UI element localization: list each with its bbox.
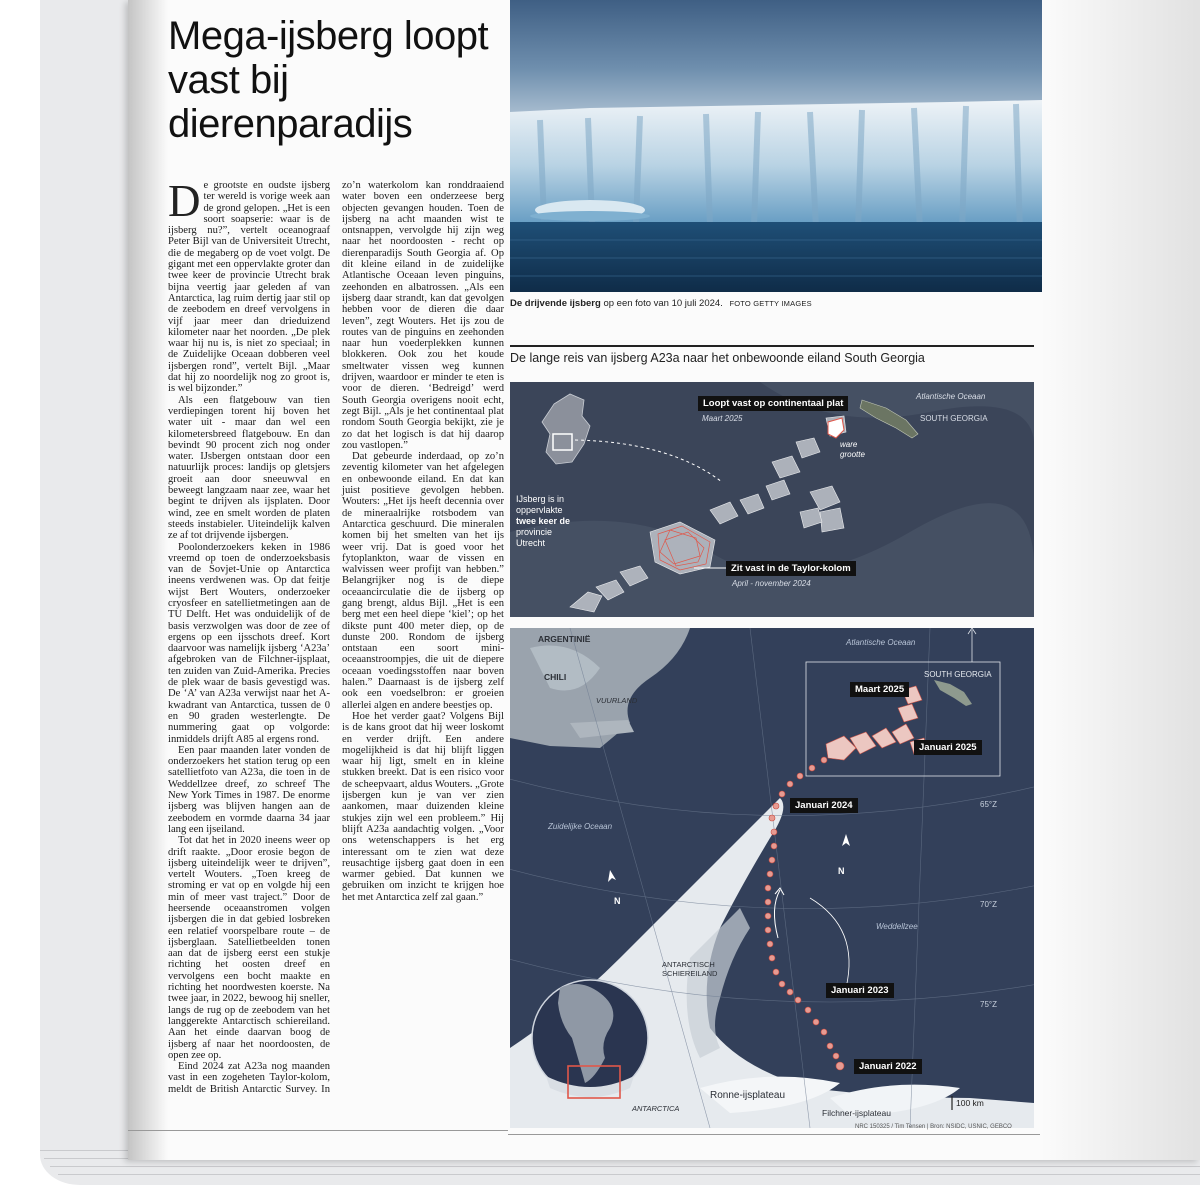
size-note-line-3: twee keer de <box>516 516 571 526</box>
label-atlantic-ocean: Atlantische Oceaan <box>846 638 916 647</box>
article-paragraph: De grootste en oudste ijsberg ter wereld is vorige week aan de grond gelopen. „Het is een soort soapserie: waar is de ijsberg nu?”, vertelt oceanograaf Peter Bijl van de Universiteit Utrecht, die de megaberg op de voet volgt. De gigant met een oppervlakte groter dan twee keer de provincie Utrecht brak bijna veertig jaar geleden af van Antarctica, lag ruim dertig jaar stil op de zeebodem en dreef vervolgens in vijf jaar meer dan drieduizend kilometer naar het noorden. „De plek waar hij nu is, is niet zo speciaal; in de Zuidelijke Oceaan dobberen veel ijsbergen rond”, vertelt Bijl. „Maar dat hij zo noordelijk nog zo groot is, is wel bijzonder.” <box>168 176 330 395</box>
tag-january-2025: Januari 2025 <box>914 740 982 755</box>
latitude-65: 65°Z <box>980 800 997 809</box>
bottom-map <box>510 628 1034 1128</box>
label-true-size-2: grootte <box>840 450 865 459</box>
label-southern-ocean: Zuidelijke Oceaan <box>548 822 613 831</box>
tag-january-2024: Januari 2024 <box>790 798 858 813</box>
north-label-right: N <box>838 866 845 876</box>
top-map <box>510 382 1034 617</box>
article-paragraph: Een paar maanden later vonden de onderzoekers het station terug op een satellietfoto van A23a, die toen in de Weddellzee dreef, zo schreef The New York Times in 1987. De enorme ijsberg was blijven hangen aan de zeebodem en vormde daarna 34 jaar lang een ijseiland. <box>168 744 330 835</box>
article-headline: Mega-ijsberg loopt vast bij dierenparadijs <box>168 14 489 146</box>
spine-shadow <box>128 0 168 1160</box>
size-note-line-1: IJsberg is in <box>516 494 565 504</box>
tag-taylor-column: Zit vast in de Taylor-kolom <box>726 561 856 576</box>
size-note-line-5: Utrecht <box>516 538 546 548</box>
label-argentina: ARGENTINIË <box>538 634 591 644</box>
label-filchner-ice-shelf: Filchner-ijsplateau <box>822 1108 891 1118</box>
article-paragraph: Tot dat het in 2020 ineens weer op drift raakte. „Door erosie begon de ijsberg uiteindelijk weer te drijven”, vertelt Wouters. „Toen kreeg de stroming er vat op en volgde hij een min of meer vast traject.” Door de heersende oceaanstromen volgen ijsbergen die in dat gebied losbreken een relatief voorspelbare route – de ijsberglaan. Satellietbeelden tonen aan dat de ijsberg eerst een stukje richting het oosten dreef en vervolgens een bocht maakte en richting het noordwesten koerste. Na twee jaar, in 2022, bewoog hij sneller, langs de rug op de zeebodem van het langgerekte Antarctisch schiereiland. Aan het einde daarvan boog de ijsberg af naar het noordoosten, de open zee op. <box>168 835 330 1061</box>
graphic-title: De lange reis van ijsberg A23a naar het onbewoonde eiland South Georgia <box>510 351 925 365</box>
label-weddell-sea: Weddellzee <box>876 922 918 931</box>
size-note-line-2: oppervlakte <box>516 505 563 515</box>
photo-caption <box>510 298 1042 309</box>
photo-credit: FOTO GETTY IMAGES <box>729 299 812 308</box>
article-paragraph: Als een flatgebouw van tien verdiepingen torent hij boven het water uit - maar dan wel een kilometersbreed flatgebouw. En dan bevindt 90 procent zich nog onder water. IJsbergen ontstaan door een natuurlijk proces: landijs op gletsjers groeit aan door sneeuwval en beweegt langzaam naar zee, waar het begint te drijven als ijsplaten. Door wind, zee en smelt worden de platen steeds instabieler. Uiteindelijk kalven ze af tot drijvende ijsbergen. <box>168 394 330 542</box>
article-paragraph: Hoe het verder gaat? Volgens Bijl is de kans groot dat hij weer loskomt en verder drijft. Een andere mogelijkheid is dat hij blijft liggen waar hij ligt, smelt en in kleine stukken breekt. Dat is een risico voor de scheepvaart, aldus Wouters. „Grote ijsbergen kun je van ver zien aankomen, maar duizenden kleine stukjes zijn wel een probleem.” Hij blijft A23a aandachtig volgen. „Voor ons wetenschappers is het erg interessant om te zien wat deze reusachtige ijsberg gaat doen in een warmer gebied. Dat kunnen we gebruiken om inzicht te krijgen hoe het met Antarctica zelf zal gaan.” <box>342 710 504 903</box>
column-bottom-rule <box>128 1130 508 1131</box>
graphic-source: NRC 150325 / Tim Tensen | Bron: NSIDC, USNIC, GEBCO <box>855 1124 1012 1130</box>
tag-january-2022: Januari 2022 <box>854 1059 922 1074</box>
label-south-georgia: SOUTH GEORGIA <box>924 670 992 679</box>
page-curl-shadow <box>1040 0 1200 1160</box>
label-peninsula-2: SCHIEREILAND <box>662 969 718 978</box>
scale-label: 100 km <box>956 1098 984 1108</box>
graphic-bottom-rule <box>508 1134 1040 1135</box>
iceberg-photo-drawing <box>510 0 1042 292</box>
label-antarctica: ANTARCTICA <box>632 1104 680 1113</box>
label-atlantic-ocean: Atlantische Oceaan <box>916 392 986 401</box>
north-label-left: N <box>614 896 621 906</box>
date-march-2025: Maart 2025 <box>702 414 743 423</box>
label-vuurland: VUURLAND <box>596 696 638 705</box>
bottom-map-drawing <box>510 628 1034 1128</box>
article-paragraph: Eind 2024 zat A23a nog maanden vast in een zogeheten Taylor-kolom, meldt de British Antarctic Survey. In zo’n waterkolom kan ronddraaiend water boven een onderzeese berg objecten gevangen houden. Toen de ijsberg na acht maanden wist te ontsnappen, vervolgde hij zijn weg naar het noordoosten - recht op dierenparadijs South Georgia af. Op dit kleine eiland in de zuidelijke Atlantische Oceaan leven pinguins, zeehonden en albatrossen. „Als een ijsberg daar strandt, kan dat gevolgen hebben voor de dieren die daar leven”, zegt Wouters. Het ijs zou de routes van de pinguins en zeehonden naar hun voederplekken kunnen blokkeren. Ook zou het koude smeltwater vissen weg kunnen drijven, waardoor er minder te eten is voor de dieren. ‘Bedreigd’ werd South Georgia overigens nooit echt, zegt Bijl. „Als je het continentaal plat rondom South Georgia bekijkt, zie je zo dat het logisch is dat hij daarop zou vastlopen.” <box>168 180 504 1095</box>
iceberg-photo <box>510 0 1042 292</box>
article-paragraph: Poolonderzoekers keken in 1986 vreemd op toen de onderzoeksbasis van de Sovjet-Unie op Antarctica ineens verdwenen was. Op dat feitje wijst Bert Wouters, onderzoeker cryosfeer en satellietmetingen aan de TU Delft. Het was onduidelijk of de basis verzwolgen was door de zee of ergens op een ijsschots dreef. Kort daarvoor was namelijk ijsberg ‘A23a’ afgebroken van de Filchner-ijsplaat, ten zuiden van Zuid-Amerika. Precies de plek waar de basis gevestigd was. De ‘A’ van A23a verwijst naar het A-kwadrant van Antarctica, tussen de 0 en 90 graden westerlengte. De nummering gaat op volgorde: inmiddels drijft A85 al ergens rond. <box>168 541 330 745</box>
article-paragraph: Dat gebeurde inderdaad, op zo’n zeventig kilometer van het afgelegen en onbewoonde eiland. En dat kan juist positieve gevolgen hebben. Wouters: „Het ijs heeft decennia over de mineraalrijke rotsbodem van Antarctica geschuurd. Die mineralen komen bij het smelten van het ijs weer vrij. Dat is goed voor het fytoplankton, waar de vissen en walvissen weer profijt van hebben.” Belangrijker nog is de diepe oceaancirculatie die de ijsberg op gang brengt, aldus Bijl. „Het is een berg met een heel diepe ‘kiel’; op het dikste punt 400 meter diep, op de dunste 200. Rondom de ijsberg ontstaan een soort mini-oceaanstroompjes, die uit de diepere oceaan voedingsstoffen naar boven halen.” Daarnaast is de ijsberg zelf ook een voedselbron: er groeien allerlei algen en andere beestjes op. <box>342 451 504 711</box>
size-note-line-4: provincie <box>516 527 553 537</box>
page-edge-line <box>50 1166 1200 1167</box>
latitude-75: 75°Z <box>980 1000 997 1009</box>
caption-text: op een foto van 10 juli 2024. <box>603 298 723 309</box>
page-edge-line <box>58 1174 1200 1175</box>
label-peninsula-1: ANTARCTISCH <box>662 960 715 969</box>
graphic-top-rule <box>510 345 1034 347</box>
tag-march-2025: Maart 2025 <box>850 682 909 697</box>
latitude-70: 70°Z <box>980 900 997 909</box>
label-true-size-1: ware <box>840 440 858 449</box>
date-taylor-column: April - november 2024 <box>732 579 811 588</box>
article-body <box>168 176 504 1100</box>
tag-stuck-continental-shelf: Loopt vast op continentaal plat <box>698 396 848 411</box>
label-south-georgia: SOUTH GEORGIA <box>920 414 988 423</box>
tag-january-2023: Januari 2023 <box>826 983 894 998</box>
label-ronne-ice-shelf: Ronne-ijsplateau <box>710 1090 786 1101</box>
label-chile: CHILI <box>544 672 567 682</box>
caption-bold: De drijvende ijsberg <box>510 298 601 309</box>
drop-cap: D <box>168 176 201 226</box>
